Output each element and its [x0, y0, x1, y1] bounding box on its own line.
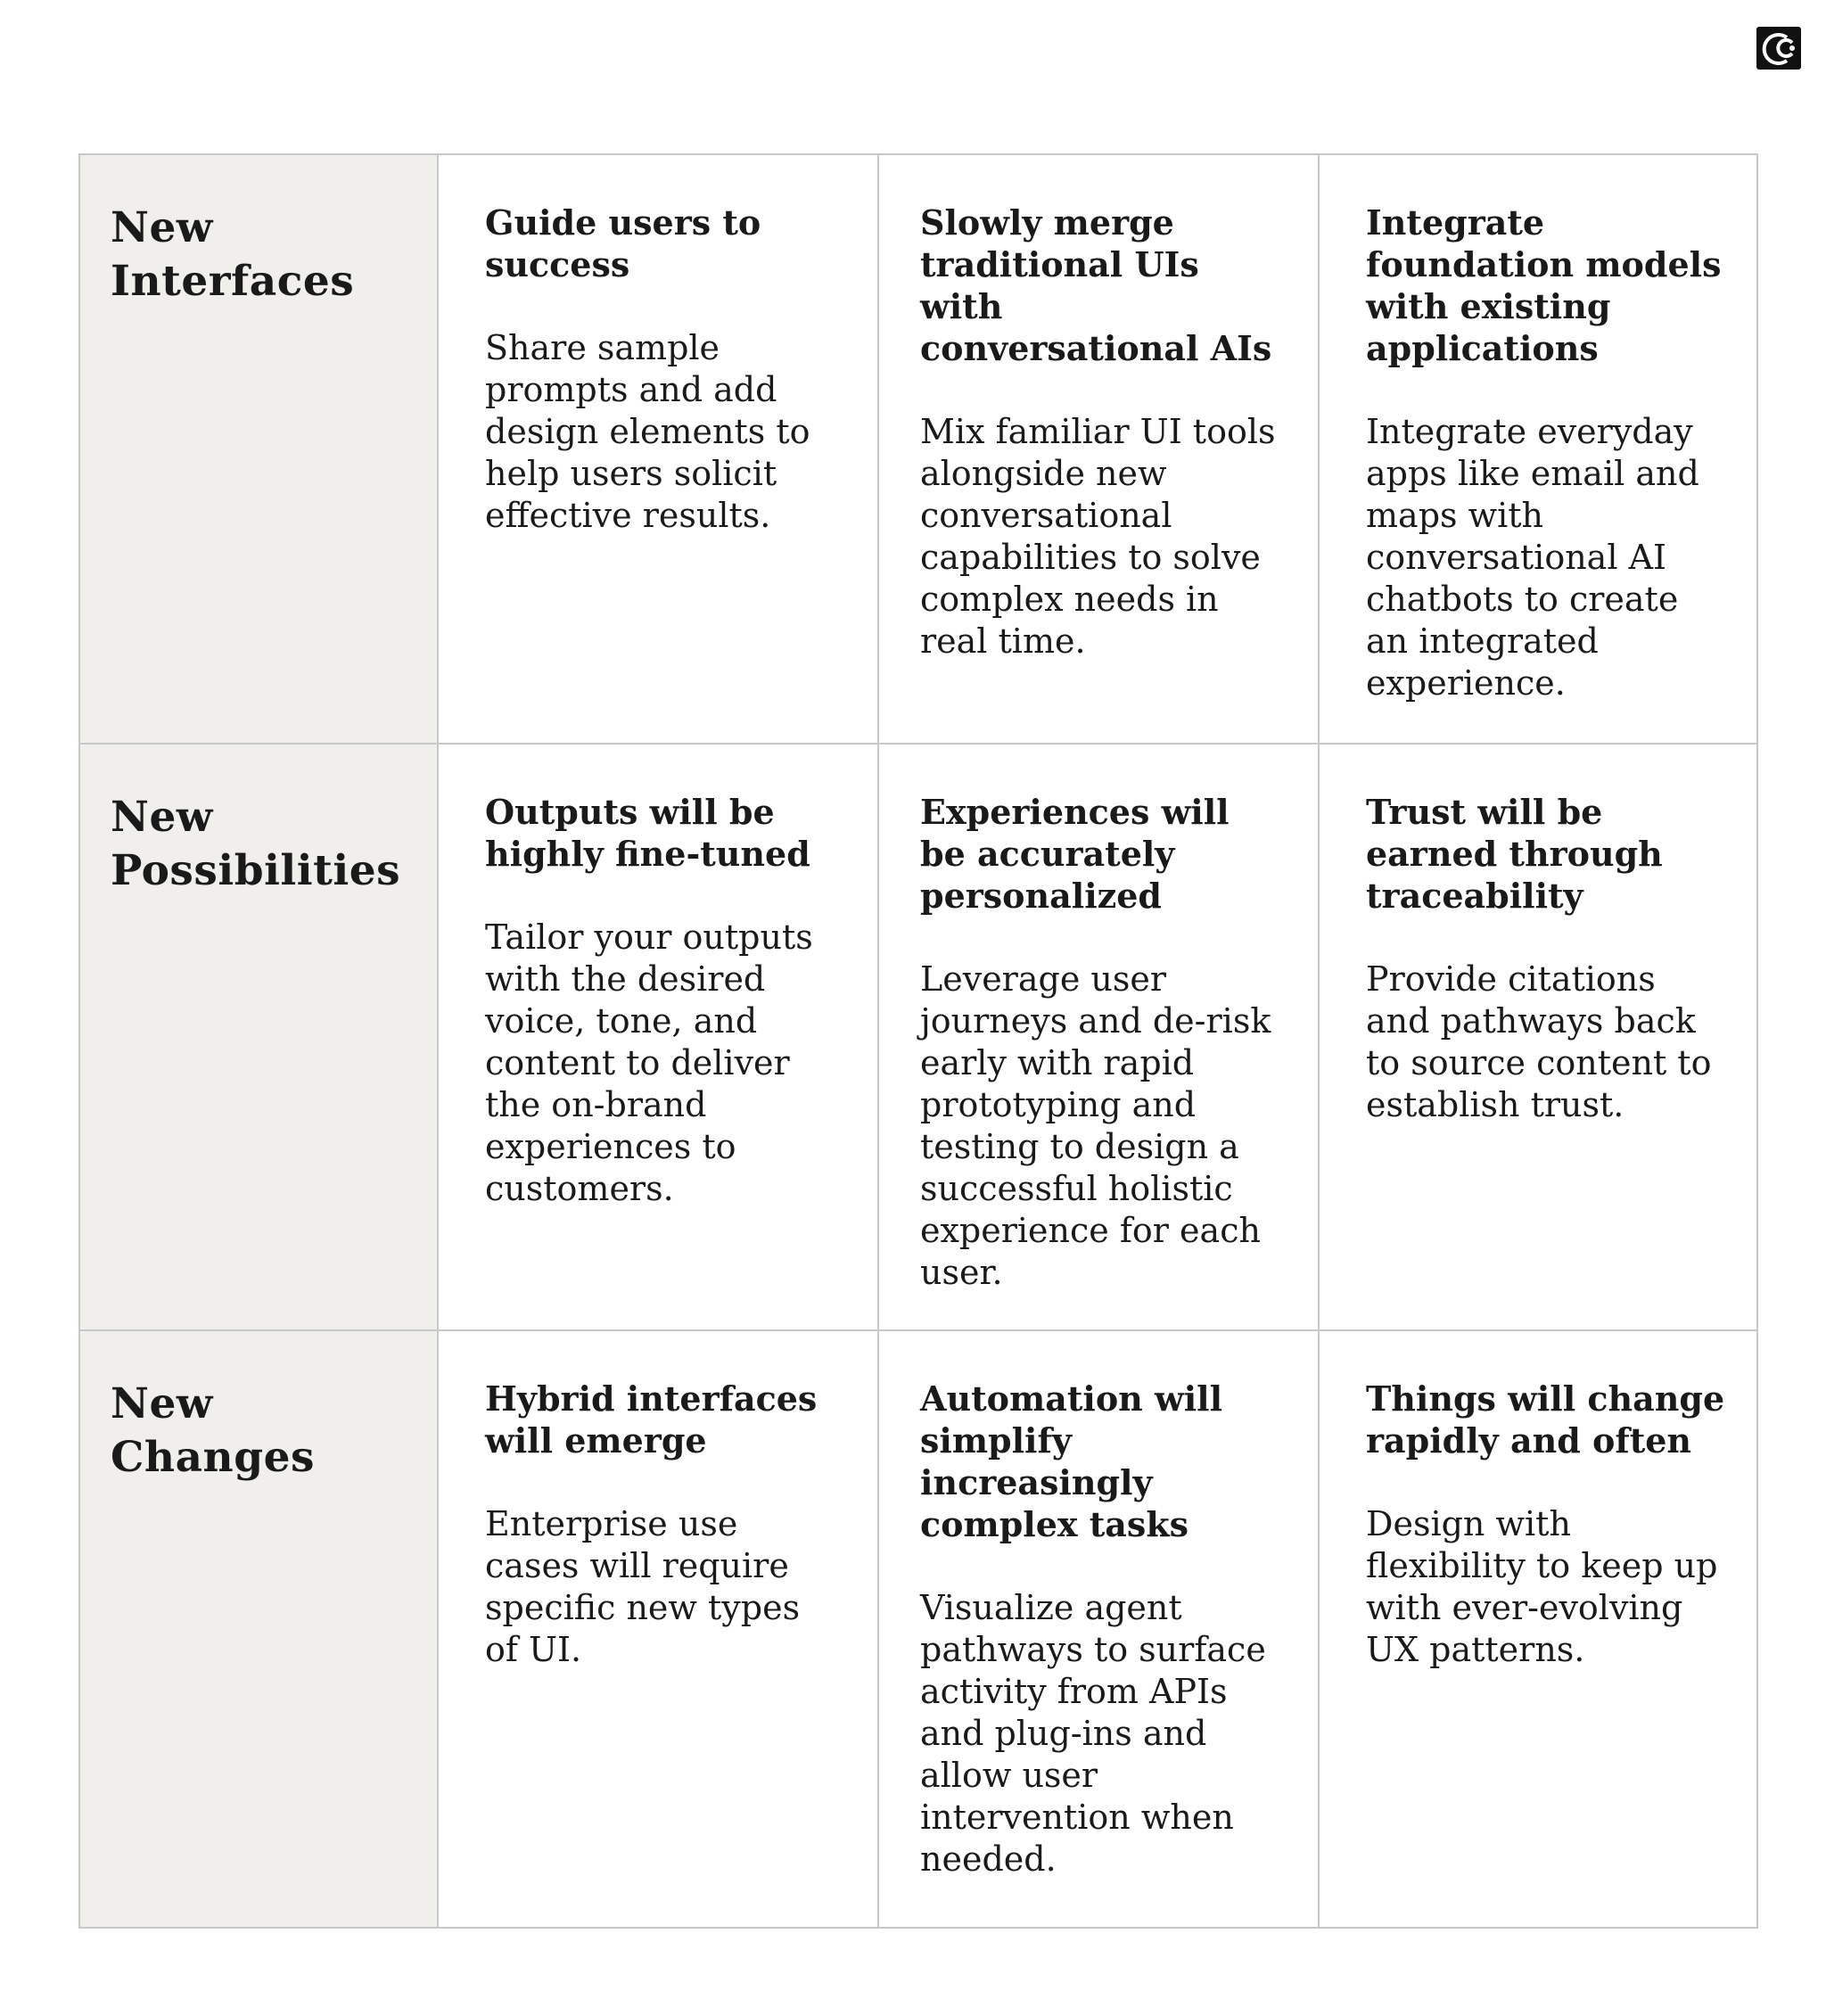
- cell-body: Tailor your outputs with the desired voice, tone, and content to deliver the on-brand experiences to customers.: [485, 917, 813, 1208]
- cell-title: Automation will simplify increasingly complex tasks: [920, 1378, 1223, 1544]
- table-cell: [1320, 155, 1756, 745]
- table-cell: [439, 745, 879, 1331]
- row-title: New Interfaces: [111, 203, 355, 306]
- table-cell: [1320, 1331, 1756, 1927]
- row-header-new-interfaces: [80, 155, 439, 745]
- cell-body: Share sample prompts and add design elements to help users solicit effective results.: [485, 328, 810, 535]
- cell-body: Design with flexibility to keep up with ever-evolving UX patterns.: [1366, 1504, 1718, 1669]
- cell-body: Visualize agent pathways to surface activity from APIs and plug-ins and allow user intervention when needed.: [920, 1588, 1266, 1879]
- table-cell: [439, 155, 879, 745]
- brand-logo-icon: [1756, 27, 1801, 70]
- cell-body: Provide citations and pathways back to source content to establish trust.: [1366, 959, 1712, 1124]
- cell-title: Integrate foundation models with existing applications: [1366, 202, 1722, 368]
- cell-title: Experiences will be accurately personalized: [920, 792, 1230, 916]
- table-cell: [439, 1331, 879, 1927]
- table-cell: [879, 155, 1320, 745]
- row-title: New Possibilities: [111, 793, 401, 895]
- cell-body: Enterprise use cases will require specific new types of UI.: [485, 1504, 801, 1669]
- cell-title: Hybrid interfaces will emerge: [485, 1378, 818, 1461]
- cell-title: Guide users to success: [485, 202, 761, 284]
- table-cell: [879, 745, 1320, 1331]
- row-title: New Changes: [111, 1379, 315, 1482]
- row-header-new-changes: [80, 1331, 439, 1927]
- cell-title: Outputs will be highly fine-tuned: [485, 792, 810, 874]
- cell-body: Integrate everyday apps like email and maps with conversational AI chatbots to create an integrated experience.: [1366, 412, 1699, 703]
- cell-title: Things will change rapidly and often: [1366, 1378, 1725, 1461]
- cell-body: Mix familiar UI tools alongside new conversational capabilities to solve complex needs in real time.: [920, 412, 1276, 661]
- cell-body: Leverage user journeys and de-risk early with rapid prototyping and testing to design a successful holistic experience for each user.: [920, 959, 1271, 1292]
- comparison-table: [78, 153, 1758, 1929]
- row-header-new-possibilities: [80, 745, 439, 1331]
- cell-title: Slowly merge traditional UIs with conversational AIs: [920, 202, 1272, 368]
- cell-title: Trust will be earned through traceability: [1366, 792, 1663, 916]
- table-cell: [879, 1331, 1320, 1927]
- table-cell: [1320, 745, 1756, 1331]
